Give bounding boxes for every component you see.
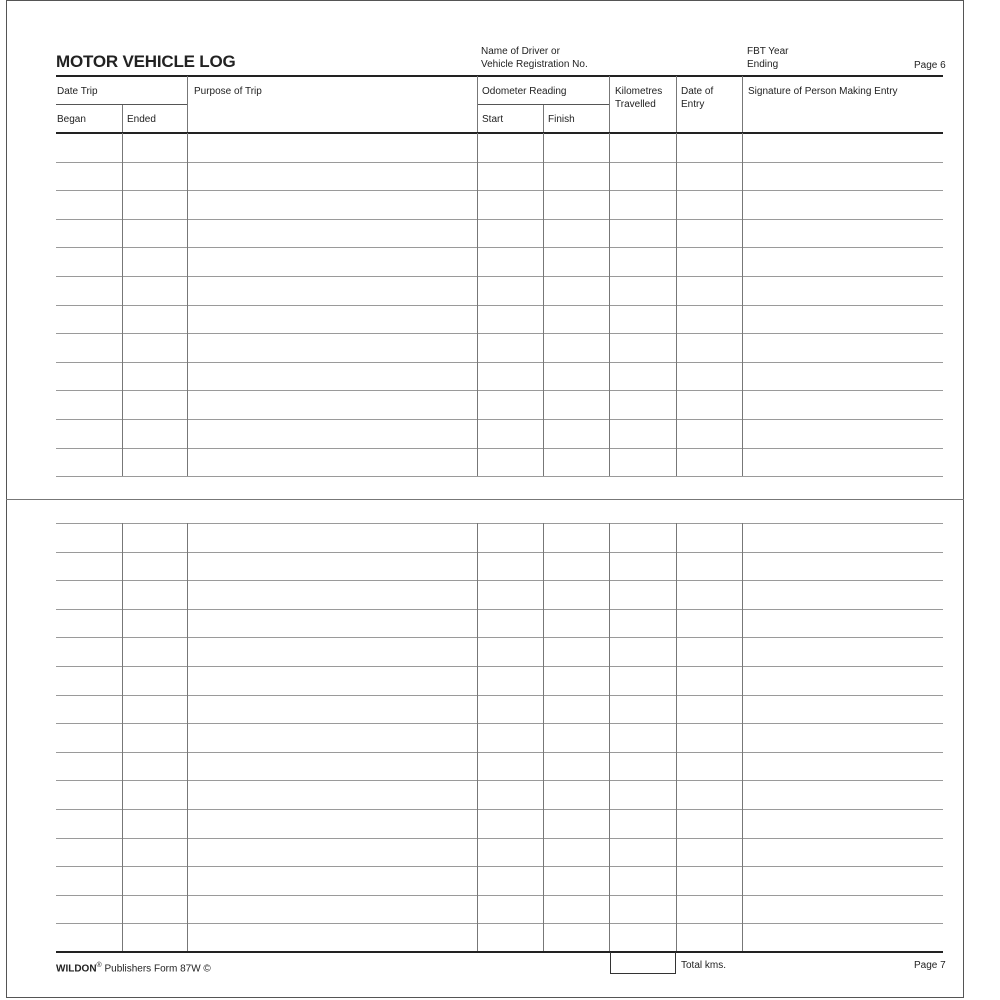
column-divider [187, 523, 188, 951]
fbt-label-line1: FBT Year [747, 46, 789, 57]
page-fold-divider [6, 499, 964, 500]
publisher-credit [56, 959, 211, 975]
table-row-rule [56, 866, 943, 867]
hdr-divider-signature [742, 76, 743, 132]
table-row-rule [56, 390, 943, 391]
table-row-rule [56, 419, 943, 420]
col-ended: Ended [127, 114, 156, 125]
table-row-rule [56, 923, 943, 924]
col-date-trip: Date Trip [57, 86, 98, 97]
hdr-divider-ended [122, 105, 123, 132]
hdr-divider-finish [543, 105, 544, 132]
driver-label-line1: Name of Driver or [481, 46, 560, 57]
driver-label [481, 45, 588, 71]
column-divider [609, 523, 610, 951]
table-row-rule [56, 305, 943, 306]
page-number-bottom: Page 7 [914, 960, 946, 971]
col-purpose: Purpose of Trip [194, 86, 262, 97]
table-row-rule [56, 523, 943, 524]
hdr-divider-date-entry [676, 76, 677, 132]
header-rule [56, 75, 943, 77]
table-row-rule [56, 637, 943, 638]
table-row-rule [56, 448, 943, 449]
col-odometer: Odometer Reading [482, 86, 567, 97]
col-start: Start [482, 114, 504, 125]
table-row-rule [56, 838, 943, 839]
fbt-year-label [747, 45, 789, 71]
publisher-form: Publishers Form 87W © [101, 963, 211, 975]
total-kms-label: Total kms. [681, 960, 727, 971]
table-row-rule [56, 276, 943, 277]
hdr-divider-km [609, 76, 610, 132]
column-divider [543, 133, 544, 476]
table-row-rule [56, 695, 943, 696]
table-row-rule [56, 580, 943, 581]
fbt-label-line2: Ending [747, 59, 779, 70]
table-row-rule [56, 190, 943, 191]
table-row-rule [56, 247, 943, 248]
col-began: Began [57, 114, 86, 125]
column-divider [676, 523, 677, 951]
col-finish: Finish [548, 114, 575, 125]
publisher-brand: WILDON [56, 963, 97, 975]
table-row-rule [56, 809, 943, 810]
column-divider [543, 523, 544, 951]
col-signature: Signature of Person Making Entry [748, 86, 898, 97]
form-title: MOTOR VEHICLE LOG [56, 52, 236, 71]
table-row-rule [56, 609, 943, 610]
table-row-rule [56, 723, 943, 724]
column-divider [742, 133, 743, 476]
hdr-divider-odometer [477, 76, 478, 132]
col-km-line1: Kilometres [615, 86, 663, 97]
column-divider [477, 523, 478, 951]
column-divider [609, 133, 610, 476]
column-divider [742, 523, 743, 951]
table-row-rule [56, 219, 943, 220]
total-kms-box[interactable] [610, 952, 676, 974]
table-row-rule [56, 162, 943, 163]
table-row-rule [56, 476, 943, 477]
table-row-rule [56, 552, 943, 553]
column-header-rule [56, 132, 943, 134]
table-row-rule [56, 333, 943, 334]
hdr-divider-purpose [187, 76, 188, 132]
col-km-travelled [615, 85, 662, 111]
column-divider [676, 133, 677, 476]
col-date-entry [681, 85, 713, 111]
page-number-top: Page 6 [914, 60, 946, 71]
column-divider [477, 133, 478, 476]
col-date-entry-line2: Entry [681, 99, 705, 110]
registered-mark: ® [96, 962, 102, 969]
table-row-rule [56, 752, 943, 753]
table-row-rule [56, 780, 943, 781]
driver-label-line2: Vehicle Registration No. [481, 59, 588, 70]
column-divider [122, 523, 123, 951]
footer-rule [56, 951, 943, 953]
table-row-rule [56, 666, 943, 667]
table-row-rule [56, 895, 943, 896]
table-row-rule [56, 362, 943, 363]
col-date-entry-line1: Date of [681, 86, 714, 97]
col-km-line2: Travelled [615, 99, 656, 110]
column-divider [122, 133, 123, 476]
column-divider [187, 133, 188, 476]
